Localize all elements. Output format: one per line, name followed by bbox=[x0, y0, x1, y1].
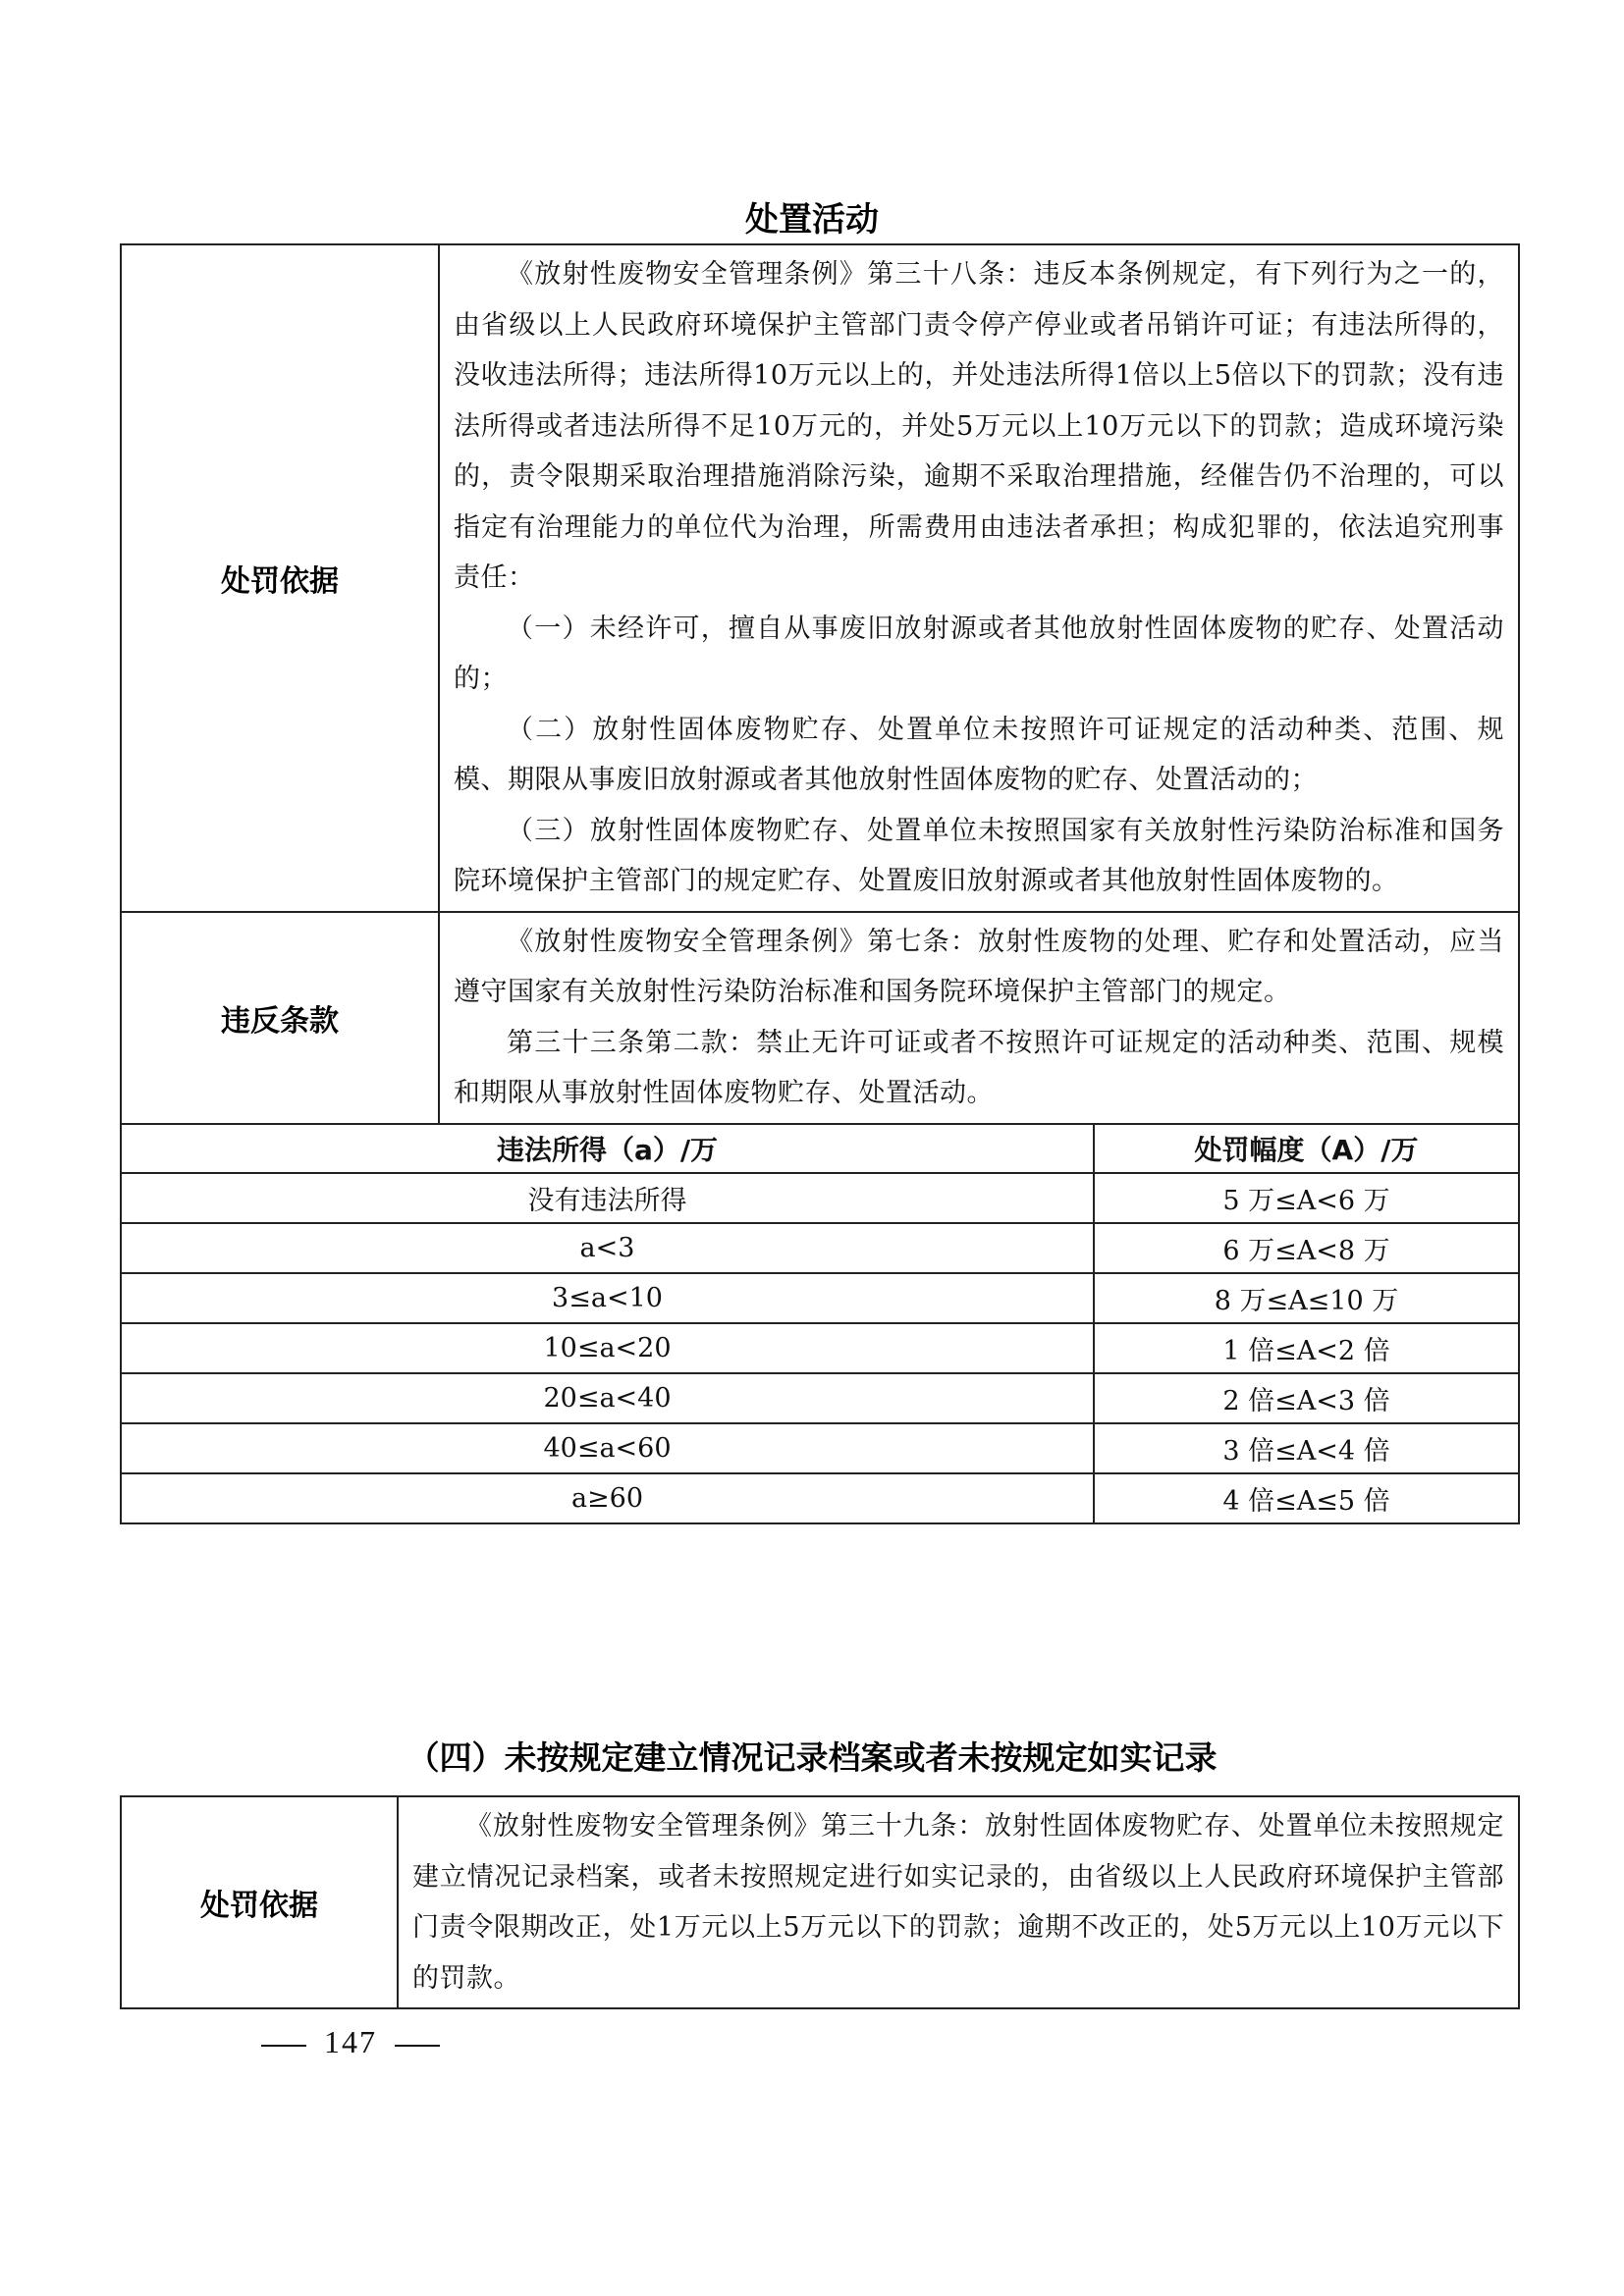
table-row bbox=[121, 1173, 1519, 1223]
dash-right bbox=[395, 2045, 440, 2047]
penalty-basis-text bbox=[398, 1796, 1519, 2008]
dash-left bbox=[261, 2045, 306, 2047]
income-cell: a<3 bbox=[121, 1223, 1094, 1273]
record-keeping-table bbox=[120, 1795, 1520, 2009]
section-heading: （四）未按规定建立情况记录档案或者未按规定如实记录 bbox=[406, 1738, 1218, 1777]
income-cell: 没有违法所得 bbox=[121, 1173, 1094, 1223]
income-cell: a≥60 bbox=[121, 1473, 1094, 1523]
penalty-cell: 8 万≤A≤10 万 bbox=[1094, 1273, 1519, 1323]
penalty-basis-label: 处罚依据 bbox=[121, 244, 439, 912]
penalty-cell: 3 倍≤A<4 倍 bbox=[1094, 1423, 1519, 1473]
table-row bbox=[121, 1473, 1519, 1523]
table-row bbox=[121, 1273, 1519, 1323]
section-title: 处置活动 bbox=[745, 200, 879, 240]
penalty-table bbox=[120, 243, 1520, 1524]
violated-clause-label: 违反条款 bbox=[121, 912, 439, 1124]
table-row bbox=[121, 1423, 1519, 1473]
paragraph: （二）放射性固体废物贮存、处置单位未按照许可证规定的活动种类、范围、规模、期限从事废旧放射源或者其他放射性固体废物的贮存、处置活动的； bbox=[454, 714, 1504, 795]
table-row bbox=[121, 1323, 1519, 1373]
grid-header-penalty: 处罚幅度（A）/万 bbox=[1094, 1124, 1519, 1173]
violated-clause-text bbox=[439, 912, 1519, 1124]
table-row bbox=[121, 1223, 1519, 1273]
paragraph: 《放射性废物安全管理条例》第三十九条：放射性固体废物贮存、处置单位未按照规定建立情况记录档案，或者未按照规定进行如实记录的，由省级以上人民政府环境保护主管部门责令限期改正，处1万元以上5万元以下的罚款；逾期不改正的，处5万元以上10万元以下的罚款。 bbox=[412, 1811, 1504, 1994]
income-cell: 3≤a<10 bbox=[121, 1273, 1094, 1323]
income-cell: 40≤a<60 bbox=[121, 1423, 1094, 1473]
table-row bbox=[121, 1373, 1519, 1423]
income-cell: 10≤a<20 bbox=[121, 1323, 1094, 1373]
penalty-basis-row bbox=[121, 1796, 1519, 2008]
income-cell: 20≤a<40 bbox=[121, 1373, 1094, 1423]
grid-header-row bbox=[121, 1124, 1519, 1173]
penalty-basis-label: 处罚依据 bbox=[121, 1796, 398, 2008]
penalty-basis-text bbox=[439, 244, 1519, 912]
paragraph: 《放射性废物安全管理条例》第三十八条：违反本条例规定，有下列行为之一的，由省级以上人民政府环境保护主管部门责令停产停业或者吊销许可证；有违法所得的，没收违法所得；违法所得10万元以上的，并处违法所得1倍以上5倍以下的罚款；没有违法所得或者违法所得不足10万元的，并处5万元以上10万元以下的罚款；造成环境污染的，责令限期采取治理措施消除污染，逾期不采取治理措施，经催告仍不治理的，可以指定有治理能力的单位代为治理，所需费用由违法者承担；构成犯罪的，依法追究刑事责任： bbox=[454, 259, 1504, 593]
paragraph: 《放射性废物安全管理条例》第七条：放射性废物的处理、贮存和处置活动，应当遵守国家有关放射性污染防治标准和国务院环境保护主管部门的规定。 bbox=[454, 926, 1504, 1007]
paragraph: （三）放射性固体废物贮存、处置单位未按照国家有关放射性污染防治标准和国务院环境保护主管部门的规定贮存、处置废旧放射源或者其他放射性固体废物的。 bbox=[454, 815, 1504, 896]
penalty-cell: 4 倍≤A≤5 倍 bbox=[1094, 1473, 1519, 1523]
penalty-cell: 6 万≤A<8 万 bbox=[1094, 1223, 1519, 1273]
grid-header-income: 违法所得（a）/万 bbox=[121, 1124, 1094, 1173]
paragraph: （一）未经许可，擅自从事废旧放射源或者其他放射性固体废物的贮存、处置活动的； bbox=[454, 613, 1504, 694]
penalty-basis-row bbox=[121, 244, 1519, 912]
page-number-text: 147 bbox=[324, 2024, 377, 2059]
penalty-cell: 2 倍≤A<3 倍 bbox=[1094, 1373, 1519, 1423]
penalty-cell: 5 万≤A<6 万 bbox=[1094, 1173, 1519, 1223]
page-number bbox=[244, 2024, 458, 2060]
paragraph: 第三十三条第二款：禁止无许可证或者不按照许可证规定的活动种类、范围、规模和期限从事放射性固体废物贮存、处置活动。 bbox=[454, 1027, 1504, 1108]
penalty-cell: 1 倍≤A<2 倍 bbox=[1094, 1323, 1519, 1373]
violated-clause-row bbox=[121, 912, 1519, 1124]
